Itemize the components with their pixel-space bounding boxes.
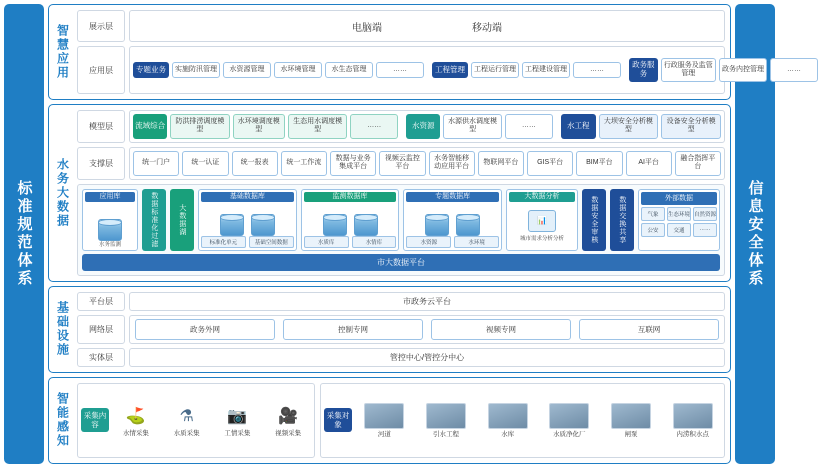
band-title-infrastructure: 基础设施 [55,301,70,358]
app-cell[interactable]: 行政服务及监管管理 [661,58,716,83]
river-photo [364,403,404,429]
database-cylinder-icon [323,214,347,236]
row-network-layer [77,315,725,344]
app-cell[interactable]: 工程运行管理 [471,62,519,78]
data-lake-tag: 大数据湖 [170,189,194,251]
external-data-box[interactable] [638,189,720,251]
collection-object-tag: 采集对象 [324,408,352,432]
bigdata-analysis-header: 大数据分析 [509,192,575,203]
support-layer-items [129,147,725,180]
collection-content-item[interactable] [166,404,208,437]
row-label-model: 模型层 [77,110,125,143]
app-store-header: 应用库 [85,192,135,203]
app-group-topic [133,62,424,78]
external-item: 生态环境 [667,207,691,221]
row-label-support: 支撑层 [77,147,125,180]
cylinder [218,214,246,236]
database-cylinder-icon [251,214,275,236]
network-layer-box [129,315,725,344]
bigdata-analysis-box[interactable] [506,189,578,251]
collection-object-item[interactable] [672,403,714,438]
row-support-layer [77,147,725,180]
display-layer-items [129,10,725,42]
entity-layer-box [129,348,725,367]
analysis-chart-icon: 📊 [528,210,556,232]
base-database-box[interactable] [198,189,297,251]
cylinder [352,214,380,236]
base-db-sub: 标准化单元 [201,236,246,248]
model-cell[interactable]: …… [350,114,398,139]
cylinder [321,214,349,236]
row-label-application: 应用层 [77,46,125,94]
topic-db-sub: 水资源 [406,236,451,248]
collection-object-box [320,383,725,458]
row-display-layer [77,10,725,42]
support-cell[interactable]: 统一报表 [232,151,278,176]
network-segment[interactable]: 控制专网 [283,319,423,340]
row-entity-layer [77,348,725,367]
item-label: 内涝积水点 [676,430,709,438]
canal-photo [426,403,466,429]
cctv-icon: 🎥 [278,407,299,425]
platform-layer-value: 市政务云平台 [403,296,451,306]
app-group-engineering [432,62,621,78]
support-cell[interactable]: GIS平台 [527,151,573,176]
app-group-government [629,58,818,83]
model-cell[interactable]: 生态用水调度模型 [288,114,347,139]
collection-content-tag: 采集内容 [81,408,109,432]
monitor-db-sub: 水情库 [352,236,397,248]
row-label-network: 网络层 [77,315,125,344]
band-title-bigdata: 水务大数据 [55,157,70,228]
row-label-platform: 平台层 [77,292,125,311]
row-model-layer [77,110,725,143]
app-cell[interactable]: …… [573,62,621,78]
band-infrastructure [48,286,731,373]
waterlogging-photo [673,403,713,429]
app-cell[interactable]: …… [376,62,424,78]
item-label: 水情采集 [122,429,149,437]
base-database-header: 基础数据库 [201,192,294,203]
filter-tag: 数据标准化过滤 [142,189,166,251]
collection-object-item[interactable] [425,403,467,438]
external-item: 交通 [667,223,691,237]
support-cell[interactable]: BIM平台 [576,151,622,176]
item-label: 闸泵 [624,430,638,438]
model-group-water-resource [406,114,553,139]
data-security-audit-tag: 数据安全审核 [582,189,606,251]
collection-object-item[interactable] [548,403,590,438]
database-cylinder-icon [425,214,449,236]
item-label: 水质采集 [173,429,200,437]
item-label: 视频采集 [275,429,302,437]
model-cell[interactable]: 水环境调度模型 [233,114,286,139]
model-cell[interactable]: 设备安全分析模型 [661,114,721,139]
external-item: 自然资源 [693,207,717,221]
band-water-bigdata [48,104,731,282]
item-label: 河道 [377,430,391,438]
collection-content-item[interactable] [267,404,309,437]
support-cell[interactable]: 统一认证 [182,151,228,176]
app-cell[interactable]: 政务内控管理 [719,58,767,83]
band-smart-application [48,4,801,100]
app-cell[interactable]: 水生态管理 [325,62,373,78]
app-group-tag-government: 政务服务 [629,58,658,83]
database-cylinder-icon [220,214,244,236]
topic-db-sub: 水环境 [454,236,499,248]
model-cell[interactable]: 大坝安全分析模型 [599,114,659,139]
app-group-tag-engineering: 工程管理 [432,62,468,78]
collection-content-item[interactable] [216,404,258,437]
reservoir-photo [488,403,528,429]
network-segment[interactable]: 视频专网 [431,319,571,340]
app-cell[interactable]: 水环境管理 [274,62,322,78]
band-perception [48,377,731,464]
band-title-smart-application: 智慧应用 [55,24,70,80]
monitor-db-sub: 水质库 [304,236,349,248]
model-layer-groups [129,110,725,143]
database-cylinder-icon [354,214,378,236]
monitor-database-box[interactable] [301,189,400,251]
external-data-header: 外部数据 [641,192,717,205]
model-group-tag-water-resource: 水资源 [406,114,440,139]
row-application-layer [77,46,801,94]
cylinder-label: 水务监测 [98,241,121,248]
item-label: 引水工程 [432,430,459,438]
model-group-basin [133,114,398,139]
app-cell[interactable]: …… [770,58,818,83]
support-cell[interactable]: 数据与业务集成平台 [330,151,376,176]
collection-object-item[interactable] [363,403,405,438]
support-cell[interactable]: 统一工作流 [281,151,327,176]
support-cell[interactable]: 物联网平台 [478,151,524,176]
external-item: 公安 [641,223,665,237]
app-store-box[interactable] [82,189,138,251]
band-title-perception: 智能感知 [55,392,70,449]
sensor-pole-icon: ⛳ [125,407,146,425]
support-cell[interactable]: 融合指挥平台 [675,151,721,176]
display-item-pc: 电脑端 [352,22,382,34]
cylinder [96,219,124,248]
model-group-tag-water-project: 水工程 [561,114,596,139]
application-layer-groups [129,46,801,94]
platform-layer-box [129,292,725,311]
cylinder [454,214,482,236]
app-cell[interactable]: 工程建设管理 [522,62,570,78]
model-cell[interactable]: 防洪排涝调度模型 [170,114,229,139]
app-cell[interactable]: 水资源管理 [223,62,271,78]
item-label: 水库 [501,430,515,438]
database-cylinder-icon [456,214,480,236]
entity-layer-value: 管控中心/管控分中心 [389,352,465,362]
external-item: 气象 [641,207,665,221]
app-group-tag-topic: 专题业务 [133,62,169,78]
database-cylinder-icon [98,219,122,241]
model-cell[interactable]: 水源供水调度模型 [443,114,502,139]
row-label-entity: 实体层 [77,348,125,367]
left-pillar-standard-system: 标准规范体系 [4,4,44,464]
collection-content-item[interactable] [115,404,157,437]
city-bigdata-platform-bar: 市大数据平台 [82,254,720,271]
model-group-water-project [561,114,721,139]
item-label: 工情采集 [224,429,251,437]
data-platform-row [82,189,720,251]
gate-pump-photo [611,403,651,429]
right-pillar-security-system: 信息安全体系 [735,4,775,464]
data-platform-area [77,184,725,276]
support-cell[interactable]: 统一门户 [133,151,179,176]
row-platform-layer [77,292,725,311]
cylinder [423,214,451,236]
topic-database-header: 专题数据库 [406,192,499,203]
network-segment[interactable]: 政务外网 [135,319,275,340]
analysis-note: 城市需求分析分析 [520,235,565,242]
model-group-tag-basin: 流域综合 [133,114,167,139]
external-item: …… [693,223,717,237]
model-cell[interactable]: …… [505,114,553,139]
support-cell[interactable]: 水务智能移动应用平台 [429,151,475,176]
support-cell[interactable]: AI平台 [626,151,672,176]
topic-database-box[interactable] [403,189,502,251]
treatment-plant-photo [549,403,589,429]
row-label-display: 展示层 [77,10,125,42]
base-db-sub: 基础空间数据 [249,236,294,248]
display-item-mobile: 移动端 [472,22,502,34]
support-cell[interactable]: 视频云监控平台 [379,151,425,176]
water-quality-device-icon: ⚗ [179,407,194,425]
collection-object-item[interactable] [610,403,652,438]
data-exchange-share-tag: 数据交换共享 [610,189,634,251]
camera-icon: 📷 [227,407,248,425]
item-label: 水质净化厂 [553,430,586,438]
collection-content-box [77,383,315,458]
cylinder [249,214,277,236]
app-cell[interactable]: 实施防汛管理 [172,62,220,78]
monitor-database-header: 监测数据库 [304,192,397,203]
collection-object-item[interactable] [487,403,529,438]
network-segment[interactable]: 互联网 [579,319,719,340]
